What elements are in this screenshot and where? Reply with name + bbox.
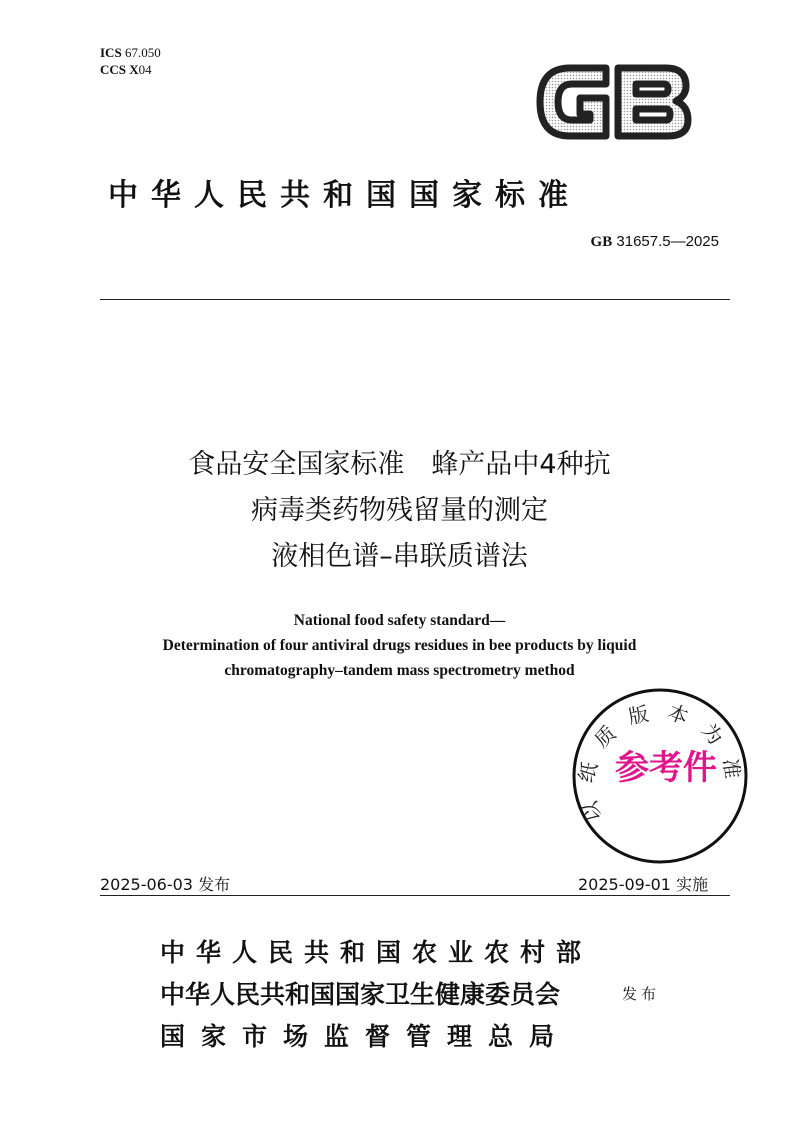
ccs-letter: X xyxy=(129,62,139,77)
title-en-line: Determination of four antiviral drugs residues in bee products by liquid xyxy=(162,637,637,654)
standard-prefix: GB xyxy=(590,234,613,250)
standard-number xyxy=(591,233,719,251)
title-cn-line: 食品安全国家标准 蜂产品中4种抗 xyxy=(188,449,611,480)
title-cn-line: 病毒类药物残留量的测定 xyxy=(251,495,548,526)
divider xyxy=(100,299,730,300)
issue-label: 发布 xyxy=(622,985,661,1003)
issuer: 中华人民共和国农业农村部 xyxy=(160,938,593,967)
ccs-number: 04 xyxy=(138,62,152,77)
issuer: 国家市场监督管理总局 xyxy=(160,1022,571,1051)
gb-logo-icon xyxy=(536,62,692,142)
title-en-line: National food safety standard— xyxy=(293,612,506,629)
stamp-center-text: 参考件 xyxy=(615,748,717,788)
ccs-label: CCS xyxy=(100,62,127,77)
issuers xyxy=(160,932,592,1058)
title-english xyxy=(0,608,799,683)
title-cn-line: 液相色谱–串联质谱法 xyxy=(271,541,528,572)
issuer: 中华人民共和国国家卫生健康委员会 xyxy=(160,980,561,1009)
publish-date: 2025-06-03 发布 xyxy=(100,875,231,894)
standard-number-value: 31657.5—2025 xyxy=(616,233,719,250)
ics-label: ICS xyxy=(100,45,122,60)
title-chinese xyxy=(0,442,799,580)
stamp-ring-text: 以纸质版本为准 xyxy=(573,698,747,825)
implement-date: 2025-09-01 实施 xyxy=(578,875,709,894)
national-standard-heading: 中华人民共和国国家标准 xyxy=(108,178,581,213)
classification-codes xyxy=(100,44,161,78)
divider xyxy=(100,895,730,896)
title-en-line: chromatography–tandem mass spectrometry method xyxy=(224,662,575,679)
ics-code: 67.050 xyxy=(124,45,161,60)
